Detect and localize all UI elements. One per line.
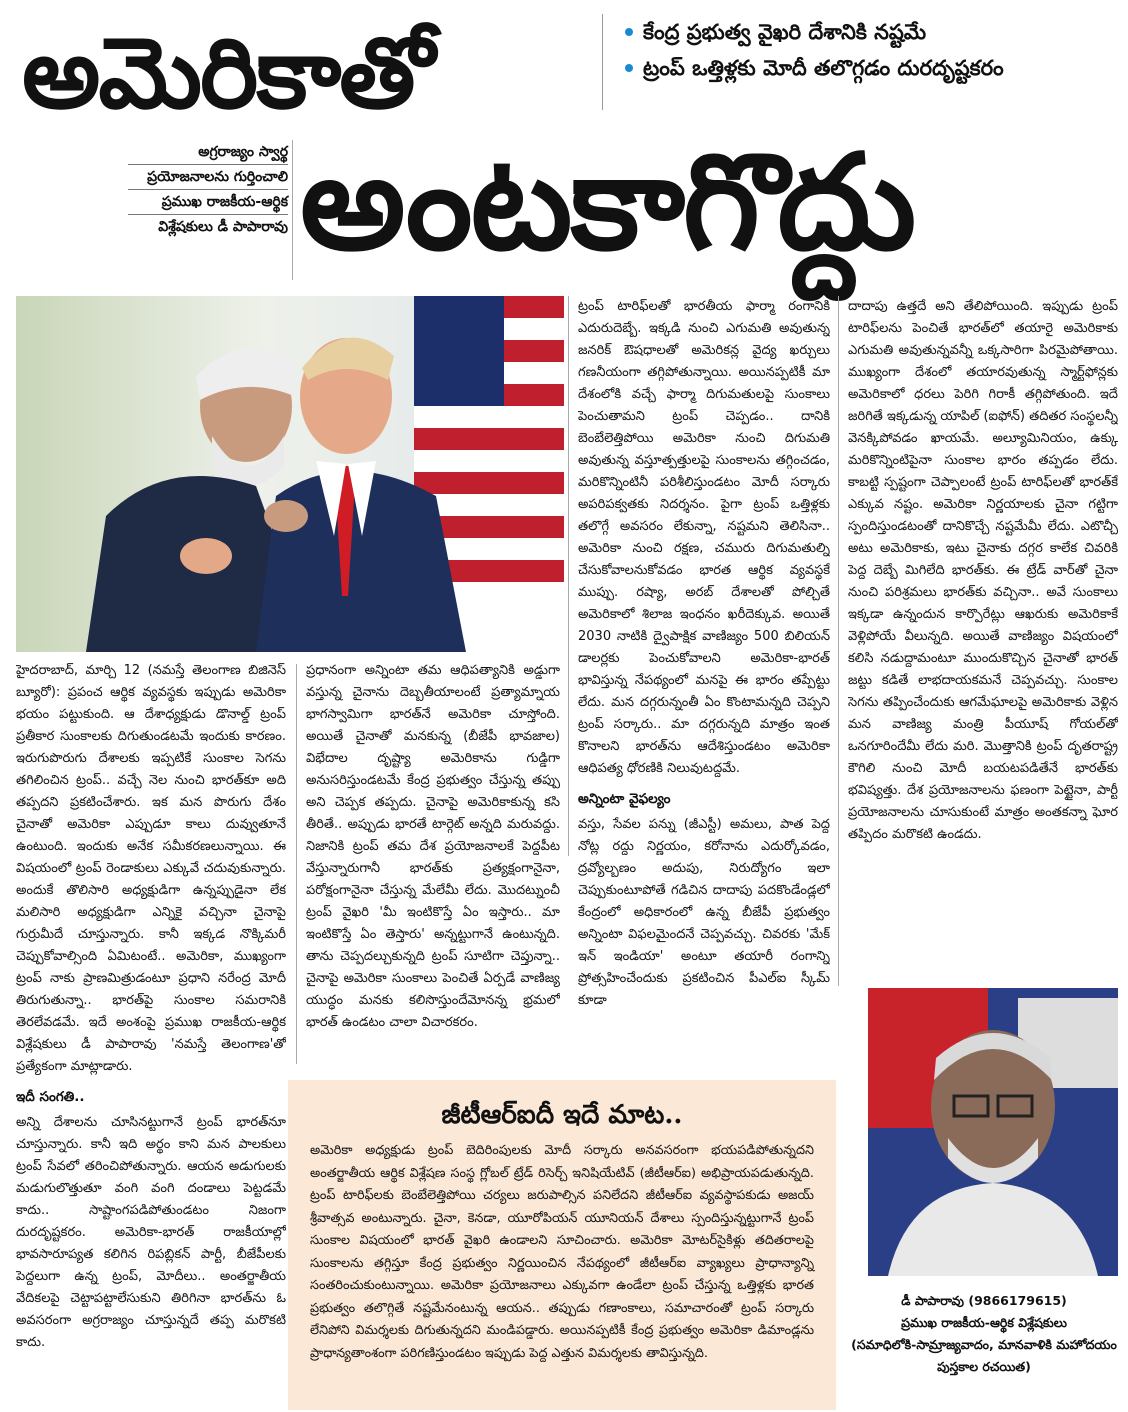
kicker-line: ప్రముఖ రాజకీయ-ఆర్థిక — [128, 190, 288, 215]
kicker-divider — [292, 140, 293, 280]
paragraph: ట్రంప్ టారిఫ్‌లతో భారతీయ ఫార్మా రంగానికి ఎదురుదెబ్బే. ఇక్కడి నుంచి ఎగుమతి అవుతున్న జనరిక్ ఔషధాలతో అమెరికన్ల వైద్య ఖర్చులు గణనీయంగా తగ్గిపోతున్నాయి. అయినప్పటికీ మా దేశంలోకి వచ్చే ఫార్మా దిగుమతులపై సుంకాలు పెంచుతామని ట్రంప్ చెప్పడం.. దానికి బెంబేలెత్తిపోయి అమెరికా నుంచి దిగుమతి అవుతున్న వస్తూత్పత్తులపై సుంకాలను తగ్గించడం, మరికొన్నింటినీ పరిశీలిస్తుండటం మోదీ సర్కారు అపరిపక్వతకు నిదర్శనం. పైగా ట్రంప్ ఒత్తిళ్లకు తలొగ్గే అవసరం లేకున్నా, నష్టమని తెలిసినా.. అమెరికా నుంచి రక్షణ, చమురు దిగుమతుల్ని చేసుకోవాలనుకోవడం భారత ఆర్థిక వ్యవస్థకే ముప్పు. రష్యా, అరబ్ దేశాలతో పోల్చితే అమెరికాలో శిలాజ ఇంధనం ఖరీదెక్కువ. అయితే 2030 నాటికి ద్వైపాక్షిక వాణిజ్యం 500 బిలియన్ డాలర్లకు పెంచుకోవాలని అమెరికా-భారత్ భావిస్తున్న నేపథ్యంలో మనపై ఈ భారం తప్పేట్టు లేదు. మన దగ్గరున్నంతీ ఏం కొంటామన్నది చెప్పని ట్రంప్ సర్కారు.. మా దగ్గరున్నది మాత్రం ఇంత కొనాలని భారత్‌ను ఆదేశిస్తుండటం అమెరికా ఆధిపత్య ధోరణికి నిలువుటద్దమే. — [578, 299, 830, 776]
bullet-text: కేంద్ర ప్రభుత్వ వైఖరి దేశానికి నష్టమే — [643, 20, 927, 44]
col-divider — [568, 296, 569, 856]
author-note: (సమాధిలోకి-సామ్రాజ్యవాదం, మానవాళికి మహోదయం పుస్తకాల రచయిత) — [851, 1337, 1117, 1374]
author-portrait — [868, 988, 1118, 1276]
gtri-box — [288, 1080, 836, 1410]
box-body: అమెరికా అధ్యక్షుడు ట్రంప్ బెదిరింపులకు మోదీ సర్కారు అనవసరంగా భయపడిపోతున్నదని అంతర్జాతీయ ఆర్థిక విశ్లేషణ సంస్థ గ్లోబల్ ట్రేడ్ రిసెర్చ్ ఇనిషియేటివ్ (జీటీఆర్‌ఐ) అభిప్రాయపడుతున్నది. ట్రంప్ టారిఫ్‌లకు బెంబేలెత్తిపోయి చర్యలు జరుపాల్సిన పనిలేదని జీటీఆర్‌ఐ వ్యవస్థాపకుడు అజయ్ శ్రీవాత్సవ అంటున్నారు. చైనా, కెనడా, యూరోపియన్ యూనియన్ దేశాలు స్పందిస్తున్నట్టుగానే ట్రంప్ సుంకాల విషయంలో భారత్ వైఖరి ఉండాలని సూచించారు. అమెరికా మోటర్‌సైకిళ్లు తదితరాలపై సుంకాలను తగ్గిస్తూ కేంద్ర ప్రభుత్వం నిర్ణయించిన నేపథ్యంలో జీటీఆర్‌ఐ వ్యాఖ్యలు ప్రాధాన్యాన్ని సంతరించుకుంటున్నాయి. అమెరికా ప్రయోజనాలు ఎక్కువగా ఉండేలా ట్రంప్ చేస్తున్న ఒత్తిళ్లకు భారత ప్రభుత్వం తలొగ్గితే నష్టమేనంటున్న ఆయన.. తప్పుడు గణాంకాలు, సమాచారంతో ట్రంప్ సర్కారు లేనిపోని విమర్శలకు దిగుతున్నదని మండిపడ్డారు. అయినప్పటికీ కేంద్ర ప్రభుత్వం అమెరికా డిమాండ్లను ప్రాధాన్యతాంశంగా పరిగణిస్తుండటం ఇప్పుడు పెద్ద ఎత్తున విమర్శలకు తావిస్తున్నది. — [310, 1143, 814, 1361]
paragraph: దాదాపు ఉత్తదే అని తేలిపోయింది. ఇప్పుడు ట్రంప్ టారిఫ్‌లను పెంచితే భారత్‌లో తయారై అమెరికాకు ఎగుమతి అవుతున్నవన్నీ ఒక్కసారిగా పిరమైపోతాయి. ముఖ్యంగా దేశంలో తయారవుతున్న స్మార్ట్‌ఫోన్లకు అమెరికాలో ధరలు పెరిగి గిరాకీ తగ్గిపోతుంది. ఇదే జరిగితే ఇక్కడున్న యాపిల్ (ఐఫోన్) తదితర సంస్థలన్నీ వెనక్కిపోవడం ఖాయమే. అల్యూమినియం, ఉక్కు మరికొన్నింటిపైనా సుంకాల భారం తప్పడం లేదు. కాబట్టి స్పష్టంగా చెప్పాలంటే ట్రంప్ టారిఫ్‌లతో భారత్‌కే ఎక్కువ నష్టం. అమెరికా నిర్ణయాలకు చైనా గట్టిగా స్పందిస్తుండటంతో దానికొచ్చే నష్టమేమీ లేదు. ఎటొచ్చీ అటు అమెరికాకు, ఇటు చైనాకు దగ్గర కాలేక చివరికి పెద్ద దెబ్బే మిగిలేది భారత్‌కు. ఈ ట్రేడ్ వార్‌తో చైనా నుంచి పరిశ్రమలు భారత్‌కు వచ్చినా.. అవే సుంకాలు ఇక్కడా ఉన్నందున కార్పొరేట్లు ఆఖరుకు అమెరికాకే వెళ్లిపోయే వీలున్నది. అయితే వాణిజ్యం విషయంలో కలిసి నడుద్దామంటూ ముందుకొచ్చిన చైనాతో భారత్ జట్టు కడితే లాభదాయకమనే చెప్పవచ్చు. సుంకాల సెగను తప్పించేందుకు ఆగమేఘాలపై అమెరికాకు వెళ్లిన మన వాణిజ్య మంత్రి పీయూష్ గోయల్‌తో ఒనగూరిందేమీ లేదు మరి. మొత్తానికి ట్రంప్ దృతరాష్ట్ర కౌగిలి నుంచి మోదీ బయటపడితేనే భారత్‌కు భవిష్యత్తు. దేశ ప్రయోజనాలను ఫణంగా పెట్టైనా, పార్టీ ప్రయోజనాలను చూసుకుంటే మాత్రం అంతకన్నా ఘోర తప్పిదం మరొకటి ఉండదు. — [848, 299, 1118, 842]
subheading: ఇదీ సంగతి.. — [16, 1089, 85, 1105]
bullet-dot-icon — [625, 28, 633, 36]
paragraph: ప్రధానంగా అన్నింటా తమ ఆధిపత్యానికి అడ్డుగా వస్తున్న చైనాను దెబ్బతీయాలంటే ప్రత్యామ్నాయ భాగస్వామిగా భారత్‌నే అమెరికా చూస్తోంది. అయితే చైనాతో మనకున్న (బీజేపీ భావజాల) విభేదాల దృష్ట్యా అమెరికాను గుడ్డిగా అనుసరిస్తుండటమే కేంద్ర ప్రభుత్వం చేస్తున్న తప్పు అని చెప్పక తప్పదు. చైనాపై అమెరికాకున్న కసి తీరితే.. అప్పుడు భారతే టార్గెట్ అన్నది మరువద్దు. నిజానికి ట్రంప్ తమ దేశ ప్రయోజనాలకే పెద్దపీట వేస్తున్నారుగానీ భారత్‌కు ప్రత్యక్షంగానైనా, పరోక్షంగానైనా చేస్తున్న మేలేమీ లేదు. మొదట్నుంచీ ట్రంప్ వైఖరి 'మీ ఇంటికొస్తే ఏం ఇస్తారు.. మా ఇంటికొస్తే ఏం తెస్తారు' అన్నట్టుగానే ఉంటున్నది. తాను చెప్పదల్చుకున్నది ట్రంప్ సూటిగా చెప్తున్నా.. చైనాపై అమెరికా సుంకాలు పెంచితే ఏర్పడే వాణిజ్య యుద్ధం మనకు కలిసొస్తుందేమోనన్న భ్రమలో భారత్ ఉండటం చాలా విచారకరం. — [306, 663, 560, 1030]
bullet-1 — [625, 14, 1122, 50]
article-col-2 — [306, 660, 560, 1070]
paragraph: హైదరాబాద్, మార్చి 12 (నమస్తే తెలంగాణ బిజినెస్ బ్యూరో): ప్రపంచ ఆర్థిక వ్యవస్థకు ఇప్పుడు అమెరికా భయం పట్టుకుంది. ఆ దేశాధ్యక్షుడు డొనాల్డ్ ట్రంప్ ప్రతీకార సుంకాలకు దిగుతుండటమే ఇందుకు కారణం. ఇరుగుపొరుగు దేశాలకు ఇప్పటికే సుంకాల సెగను తగిలించిన ట్రంప్.. వచ్చే నెల నుంచి భారత్‌కూ అది తప్పదని ప్రకటించేశారు. ఇక మన పొరుగు దేశం చైనాతో అమెరికా ఎప్పుడూ కాలు దువ్వుతూనే ఉంటుంది. ఇందుకు అనేక సమీకరణలున్నాయి. ఈ విషయంలో ట్రంప్ రెండాకులు ఎక్కువే చదువుకున్నారు. అందుకే తొలిసారి అధ్యక్షుడిగా ఉన్నప్పుడైనా లేక మలిసారి అధ్యక్షుడిగా ఎన్నికై వచ్చినా చైనాపై గుర్రుమీదే చూస్తున్నారు. కానీ ఇక్కడ నొక్కిమరీ చెప్పుకోవాల్సింది ఏమిటంటే.. అమెరికా, ముఖ్యంగా ట్రంప్ నాకు ప్రాణమిత్రుడంటూ ప్రధాని నరేంద్ర మోదీ తిరుగుతున్నా.. భారత్‌పై సుంకాల సమరానికి తెరలేవడమే. ఇదే అంశంపై ప్రముఖ రాజకీయ-ఆర్థిక విశ్లేషకులు డీ పాపారావు 'నమస్తే తెలంగాణ'తో ప్రత్యేకంగా మాట్లాడారు. — [16, 663, 286, 1074]
headline-line1: అమెరికాతో — [22, 16, 433, 131]
col-divider — [838, 296, 839, 986]
bullet-text: ట్రంప్ ఒత్తిళ్లకు మోదీ తలొగ్గడం దురదృష్టకరం — [643, 56, 1004, 80]
kicker-line: విశ్లేషకులు డీ పాపారావు — [158, 219, 288, 235]
subheading: అన్నింటా వైఫల్యం — [578, 791, 671, 807]
paragraph: అన్ని దేశాలను చూసినట్టుగానే ట్రంప్ భారత్‌నూ చూస్తున్నారు. కానీ ఇది అర్థం కాని మన పాలకులు ట్రంప్ సేవలో తరించిపోతున్నారు. ఆయన అడుగులకు మడుగులొత్తుతూ వంగి వంగి దండాలు పెట్టడమే కాదు.. సాష్టాంగపడిపోతుండటం నిజంగా దురదృష్టకరం. అమెరికా-భారత్ రాజకీయాల్లో భావసారూప్యత కలిగిన రిపబ్లికన్ పార్టీ, బీజేపీలకు పెద్దలుగా ఉన్న ట్రంప్, మోదీలు.. అంతర్జాతీయ వేదికలపై చెట్టాపట్టాలేసుకుని తిరిగినా భారత్‌ను ఓ అవసరంగా అగ్రరాజ్యం చూస్తున్నదే తప్ప మరొకటి కాదు. — [16, 1115, 286, 1350]
kicker-line: అగ్రరాజ్యం స్వార్థ — [128, 140, 288, 165]
bullet-2 — [625, 50, 1122, 86]
portrait-caption — [840, 1290, 1128, 1378]
paragraph: వస్తు, సేవల పన్ను (జీఎస్టీ) అమలు, పాత పెద్ద నోట్ల రద్దు నిర్ణయం, కరోనాను ఎదుర్కోవడం, ద్రవ్యోల్బణం అదుపు, నిరుద్యోగం ఇలా చెప్పుకుంటూపోతే గడిచిన దాదాపు పదకొండేండ్లలో కేంద్రంలో అధికారంలో ఉన్న బీజేపీ ప్రభుత్వం అన్నింటా విఫలమైందనే చెప్పవచ్చు. చివరకు 'మేక్ ఇన్ ఇండియా' అంటూ తయారీ రంగాన్ని ప్రోత్సహించేందుకు ప్రకటించిన పీఎల్‌ఐ స్కీమ్ కూడా — [578, 817, 830, 1008]
headline-bullets — [602, 14, 1122, 110]
kicker — [128, 140, 288, 239]
box-title: జీటీఆర్‌ఐదీ ఇదే మాట.. — [441, 1100, 683, 1130]
article-col-3 — [578, 296, 830, 1072]
author-role: ప్రముఖ రాజకీయ-ఆర్థిక విశ్లేషకులు — [901, 1315, 1067, 1330]
kicker-line: ప్రయోజనాలను గుర్తించాలి — [128, 165, 288, 190]
col-divider — [296, 664, 297, 1064]
bullet-dot-icon — [625, 64, 633, 72]
author-name: డీ పాపారావు (9866179615) — [901, 1293, 1067, 1308]
article-col-4 — [848, 296, 1118, 976]
leaders-photo — [16, 296, 564, 652]
article-col-1 — [16, 660, 286, 1410]
headline-line2: అంటకాగొద్దు — [300, 125, 915, 280]
